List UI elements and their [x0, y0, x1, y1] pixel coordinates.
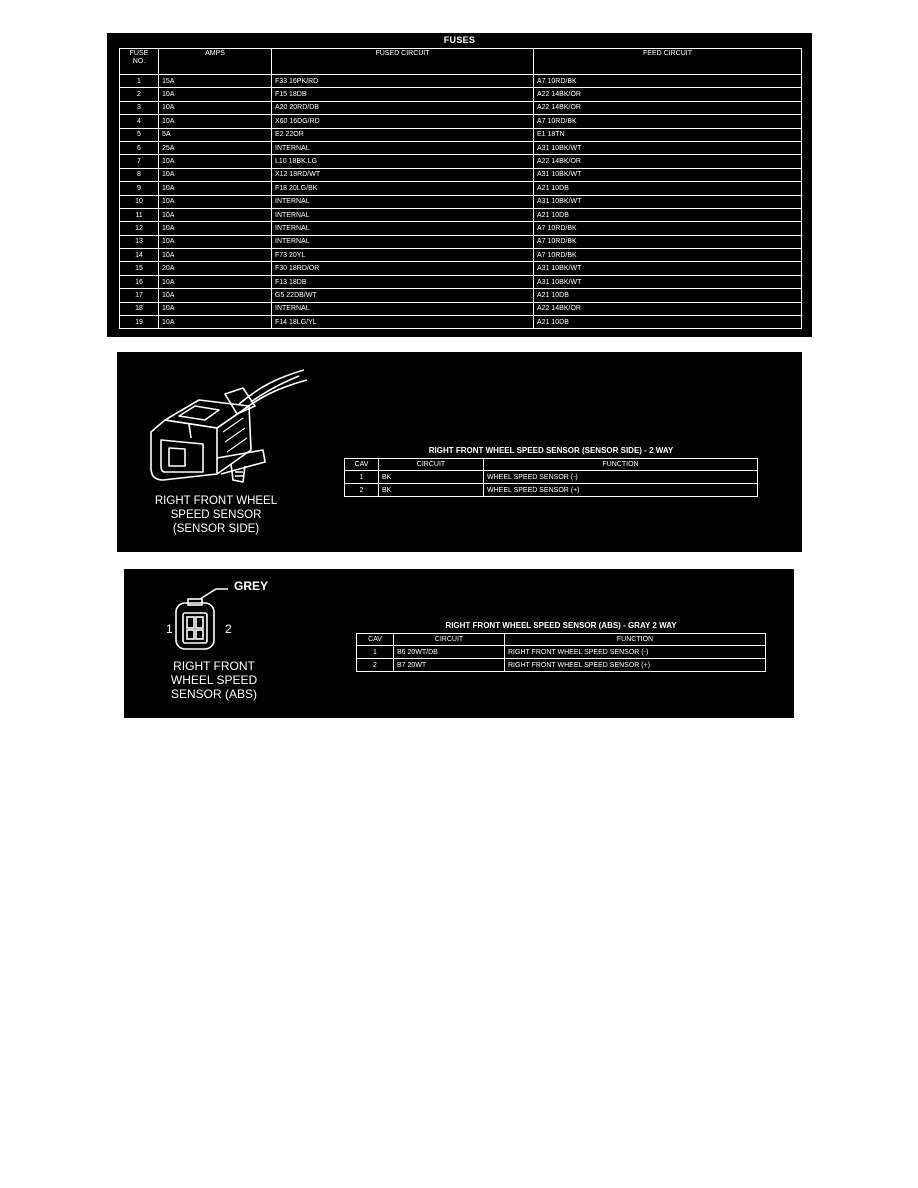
table-cell: A7 10RD/BK — [534, 115, 802, 128]
sensor-side-header-row — [345, 459, 758, 471]
table-cell: 1 — [120, 75, 159, 88]
abs-caption — [134, 659, 294, 701]
connector-pin — [187, 617, 194, 628]
table-cell: 3 — [120, 101, 159, 114]
table-row — [345, 471, 758, 484]
table-cell: A7 10RD/BK — [534, 235, 802, 248]
table-cell: 13 — [120, 235, 159, 248]
table-cell: F30 18RD/OR — [272, 262, 534, 275]
table-cell: BK — [379, 484, 484, 497]
table-cell: A7 10RD/BK — [534, 75, 802, 88]
table-row — [120, 128, 802, 141]
table-cell: 25A — [159, 141, 272, 154]
table-cell: 9 — [120, 182, 159, 195]
header-function: FUNCTION — [505, 634, 766, 646]
table-cell: F33 16PK/RD — [272, 75, 534, 88]
table-row — [120, 275, 802, 288]
table-cell: G5 22DB/WT — [272, 289, 534, 302]
abs-table — [356, 633, 766, 672]
table-cell: A22 14BK/OR — [534, 101, 802, 114]
table-row — [120, 115, 802, 128]
table-row — [120, 141, 802, 154]
table-cell: 20A — [159, 262, 272, 275]
table-cell: 10A — [159, 222, 272, 235]
table-row — [120, 208, 802, 221]
table-cell: 10A — [159, 289, 272, 302]
table-cell: 10A — [159, 101, 272, 114]
table-cell: 15 — [120, 262, 159, 275]
table-row — [120, 75, 802, 88]
table-cell: BK — [379, 471, 484, 484]
table-cell: 8 — [120, 168, 159, 181]
fuses-header-row — [120, 49, 802, 75]
table-cell: 15A — [159, 75, 272, 88]
table-cell: 19 — [120, 316, 159, 329]
header-feed-circuit: FEED CIRCUIT — [534, 49, 802, 75]
header-circuit: CIRCUIT — [379, 459, 484, 471]
table-cell: INTERNAL — [272, 195, 534, 208]
sensor-side-panel — [117, 352, 802, 552]
table-cell: B6 20WT/DB — [394, 646, 505, 659]
sensor-side-caption — [133, 494, 299, 536]
table-row — [120, 262, 802, 275]
table-cell: X60 16DG/RD — [272, 115, 534, 128]
table-cell: A22 14BK/OR — [534, 302, 802, 315]
table-cell: 16 — [120, 275, 159, 288]
abs-panel — [124, 569, 794, 718]
table-cell: 11 — [120, 208, 159, 221]
table-row — [120, 88, 802, 101]
sensor-side-caption-line: RIGHT FRONT WHEEL — [154, 495, 278, 507]
connector-latch — [188, 599, 202, 605]
table-cell: 10A — [159, 155, 272, 168]
table-cell: A31 10BK/WT — [534, 168, 802, 181]
table-cell: 10A — [159, 195, 272, 208]
connector-pin — [196, 617, 203, 628]
table-row — [120, 235, 802, 248]
table-cell: 10A — [159, 249, 272, 262]
connector-pin — [187, 630, 194, 639]
table-cell: E1 18TN — [534, 128, 802, 141]
abs-caption-line: SENSOR (ABS) — [170, 687, 257, 701]
abs-pin-left-label: 1 — [166, 622, 173, 636]
header-function: FUNCTION — [484, 459, 758, 471]
table-cell: A22 14BK/OR — [534, 155, 802, 168]
header-cav: CAV — [345, 459, 379, 471]
connector-pin — [196, 630, 203, 639]
sensor-side-caption-line: (SENSOR SIDE) — [172, 523, 260, 535]
table-cell: A7 10RD/BK — [534, 249, 802, 262]
table-cell: 5 — [120, 128, 159, 141]
table-cell: INTERNAL — [272, 208, 534, 221]
header-fuse-no: FUSE NO. — [120, 49, 159, 75]
table-cell: RIGHT FRONT WHEEL SPEED SENSOR (-) — [505, 646, 766, 659]
table-row — [120, 222, 802, 235]
table-cell: 1 — [345, 471, 379, 484]
abs-header-row — [357, 634, 766, 646]
table-cell: A7 10RD/BK — [534, 222, 802, 235]
table-cell: F15 18DB — [272, 88, 534, 101]
sensor-side-table-title: RIGHT FRONT WHEEL SPEED SENSOR (SENSOR SIDE) - 2 WAY — [428, 446, 674, 455]
abs-caption-line: RIGHT FRONT — [173, 659, 255, 673]
table-cell: A31 10BK/WT — [534, 262, 802, 275]
table-cell: 10A — [159, 235, 272, 248]
abs-table-title: RIGHT FRONT WHEEL SPEED SENSOR (ABS) - GRAY 2 WAY — [445, 621, 677, 630]
table-row — [120, 302, 802, 315]
table-cell: 10A — [159, 168, 272, 181]
abs-caption-line: WHEEL SPEED — [170, 673, 258, 687]
table-row — [345, 484, 758, 497]
table-cell: 10A — [159, 182, 272, 195]
table-cell: 6 — [120, 141, 159, 154]
table-row — [120, 155, 802, 168]
table-cell: INTERNAL — [272, 222, 534, 235]
table-row — [120, 249, 802, 262]
table-row — [357, 659, 766, 672]
table-cell: 10A — [159, 275, 272, 288]
sensor-side-table — [344, 458, 758, 497]
abs-color-label: GREY — [234, 579, 269, 593]
table-cell: 10 — [120, 195, 159, 208]
table-cell: 4 — [120, 115, 159, 128]
table-row — [120, 195, 802, 208]
table-cell: A31 10BK/WT — [534, 275, 802, 288]
table-cell: F73 20YL — [272, 249, 534, 262]
table-cell: A31 10BK/WT — [534, 141, 802, 154]
table-cell: INTERNAL — [272, 302, 534, 315]
header-cav: CAV — [357, 634, 394, 646]
fuses-panel — [107, 33, 812, 337]
table-row — [120, 101, 802, 114]
table-cell: A22 14BK/OR — [534, 88, 802, 101]
table-row — [357, 646, 766, 659]
table-cell: 10A — [159, 208, 272, 221]
table-cell: INTERNAL — [272, 235, 534, 248]
table-cell: 18 — [120, 302, 159, 315]
table-row — [120, 289, 802, 302]
table-cell: X12 18RD/WT — [272, 168, 534, 181]
table-cell: A21 10DB — [534, 289, 802, 302]
fuses-table-body — [120, 75, 802, 329]
table-row — [120, 316, 802, 329]
table-cell: 17 — [120, 289, 159, 302]
header-circuit: CIRCUIT — [394, 634, 505, 646]
table-cell: A31 10BK/WT — [534, 195, 802, 208]
table-cell: 1 — [357, 646, 394, 659]
table-cell: 12 — [120, 222, 159, 235]
table-cell: 2 — [357, 659, 394, 672]
table-cell: A21 10DB — [534, 208, 802, 221]
abs-table-body — [357, 646, 766, 672]
header-fused-circuit: FUSED CIRCUIT — [272, 49, 534, 75]
table-cell: 5A — [159, 128, 272, 141]
table-cell: 2 — [345, 484, 379, 497]
table-cell: 14 — [120, 249, 159, 262]
table-cell: L10 18BK.LG — [272, 155, 534, 168]
table-cell: F13 18DB — [272, 275, 534, 288]
table-cell: WHEEL SPEED SENSOR (-) — [484, 471, 758, 484]
table-cell: 10A — [159, 115, 272, 128]
sensor-side-caption-line: SPEED SENSOR — [170, 509, 262, 521]
table-cell: INTERNAL — [272, 141, 534, 154]
table-cell: 2 — [120, 88, 159, 101]
table-cell: A21 10DB — [534, 316, 802, 329]
header-amps: AMPS — [159, 49, 272, 75]
table-cell: F18 20LG/BK — [272, 182, 534, 195]
table-cell: RIGHT FRONT WHEEL SPEED SENSOR (+) — [505, 659, 766, 672]
table-cell: 10A — [159, 302, 272, 315]
table-cell: A20 20RD/DB — [272, 101, 534, 114]
sensor-connector-illustration — [139, 362, 309, 487]
leader-line — [200, 589, 228, 599]
table-cell: 10A — [159, 88, 272, 101]
fuses-title: FUSES — [443, 35, 476, 45]
table-row — [120, 168, 802, 181]
table-cell: 10A — [159, 316, 272, 329]
sensor-side-table-body — [345, 471, 758, 497]
table-cell: B7 20WT — [394, 659, 505, 672]
table-cell: E2 22OR — [272, 128, 534, 141]
table-cell: WHEEL SPEED SENSOR (+) — [484, 484, 758, 497]
abs-pin-right-label: 2 — [225, 622, 232, 636]
fuses-table — [119, 48, 802, 329]
connector-outer-shell — [176, 603, 214, 649]
table-cell: A21 10DB — [534, 182, 802, 195]
table-cell: 7 — [120, 155, 159, 168]
table-cell: F14 18LG/YL — [272, 316, 534, 329]
table-row — [120, 182, 802, 195]
